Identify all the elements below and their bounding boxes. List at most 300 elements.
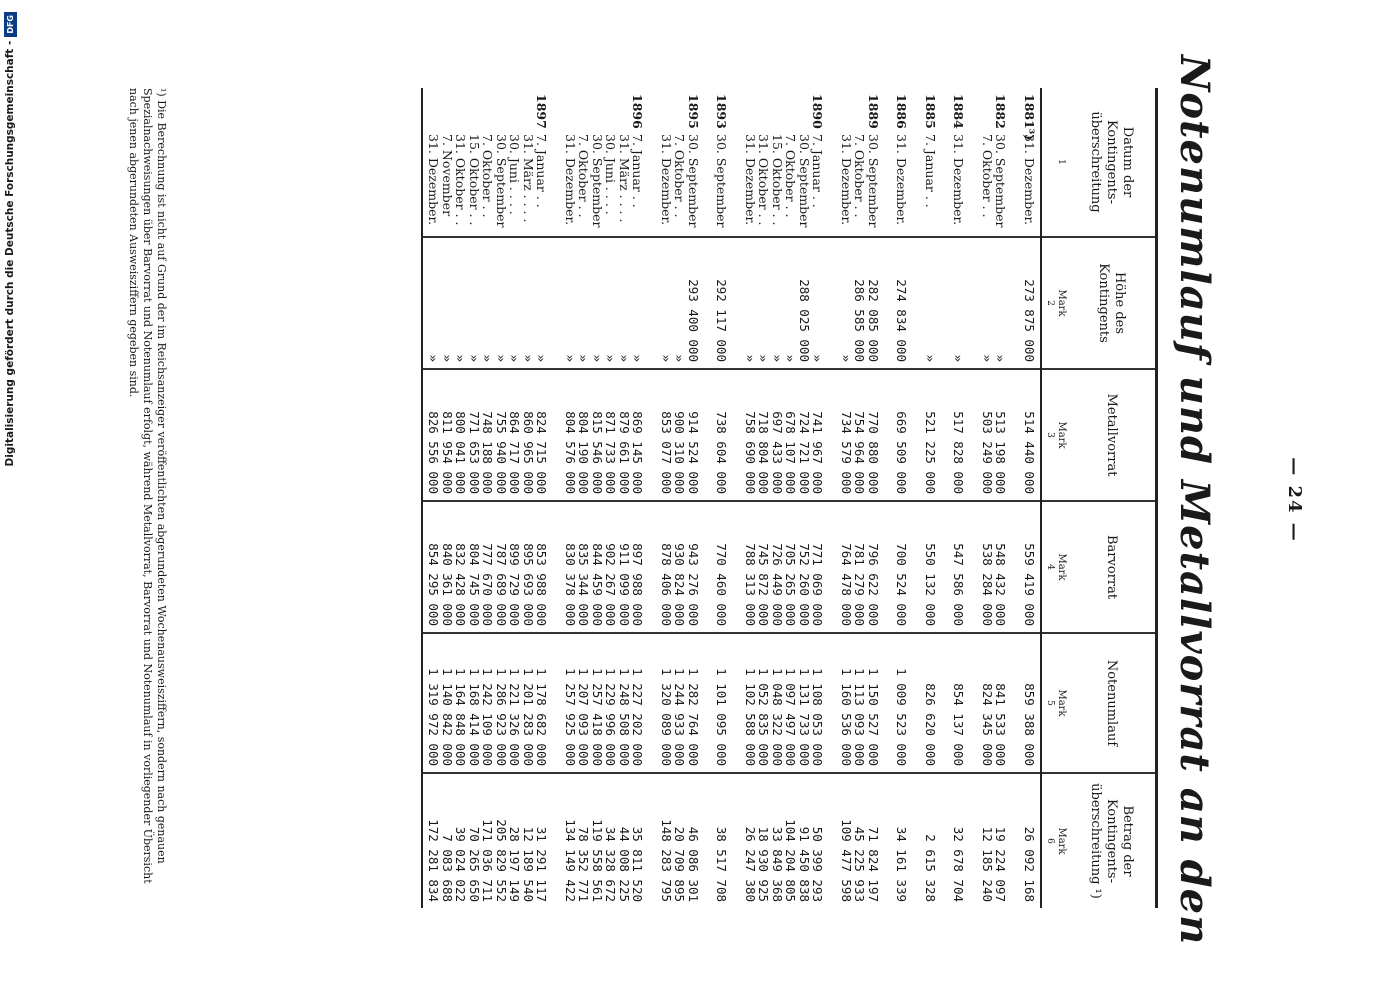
cell-excess: 71 824 197 [866, 826, 881, 902]
cell-metal: 826 556 000 [426, 411, 442, 494]
cell-excess: 12 189 540 [521, 826, 536, 902]
row-gap [825, 780, 840, 902]
cell-notes: 841 533 000 [993, 683, 1009, 766]
row-gap [1008, 94, 1023, 230]
cell-contingent: 274 834 000 [894, 279, 910, 362]
cell-metal: 800 041 000 [453, 411, 469, 494]
row-gap [966, 376, 981, 494]
cell-bar: 538 284 000 [980, 543, 995, 626]
header-excess: Betrag der Kontingents-überschreitung ¹) [1088, 783, 1135, 899]
row-date: 31. Dezember. [743, 134, 758, 226]
table-row-date [1023, 94, 1037, 230]
row-gap [880, 94, 895, 230]
table-row-date [441, 94, 455, 230]
cell-excess: 38 517 708 [714, 826, 730, 902]
cell-metal: 738 604 000 [714, 411, 730, 494]
table-row-date [994, 94, 1008, 230]
cell-notes: 1 320 089 000 [659, 668, 674, 766]
table-row-date [427, 94, 441, 230]
dfg-logo: DFG [4, 12, 17, 37]
cell-excess: 34 328 672 [603, 826, 619, 902]
column-numbers [1042, 88, 1069, 908]
cell-bar: 911 099 000 [617, 543, 632, 626]
cell-notes: 1 160 536 000 [839, 668, 854, 766]
row-year: 1890 [810, 94, 826, 129]
cell-excess: 26 247 380 [743, 826, 758, 902]
cell-metal: 758 690 000 [743, 411, 758, 494]
colnum-1: 1 [1056, 159, 1066, 165]
cell-excess: 44 008 225 [617, 826, 632, 902]
cell-bar: 796 622 000 [866, 543, 881, 626]
row-gap [825, 376, 840, 494]
row-year: 1882 [993, 94, 1009, 129]
row-gap [937, 94, 952, 230]
table-row-date [591, 94, 605, 230]
cell-metal: 697 433 000 [770, 411, 785, 494]
row-date: 7. Oktober . . [576, 134, 592, 218]
cell-metal: 517 828 000 [951, 411, 967, 494]
cell-notes: 1 242 109 000 [480, 668, 496, 766]
table-row-date [495, 94, 509, 230]
cell-bar: 764 478 000 [839, 543, 854, 626]
table-row-date [660, 94, 674, 230]
cell-notes: 1 164 848 000 [453, 668, 469, 766]
cell-excess: 134 149 422 [563, 819, 578, 902]
cell-metal: 669 509 000 [894, 411, 910, 494]
cell-excess: 70 265 650 [467, 826, 482, 902]
cell-contingent: » [480, 354, 496, 362]
row-gap [909, 508, 924, 626]
row-gap [729, 376, 744, 494]
row-date: 31. Dezember. [951, 134, 967, 226]
cell-contingent: 282 085 000 [866, 279, 881, 362]
row-date: 7. Oktober . . [480, 134, 496, 218]
row-gap [909, 244, 924, 362]
unit-c2: Mark [1056, 289, 1067, 317]
table-row-date [853, 94, 867, 230]
row-year: 1893 [714, 94, 730, 129]
table-row-date [867, 94, 881, 230]
cell-metal: 503 249 000 [980, 411, 995, 494]
cell-metal: 824 715 000 [534, 411, 550, 494]
cell-metal: 871 733 000 [603, 411, 619, 494]
row-date: 30. Juni . . . . [603, 134, 619, 215]
cell-contingent: » [980, 354, 995, 362]
table-row-date [771, 94, 785, 230]
cell-bar: 770 460 000 [714, 543, 730, 626]
cell-notes: 1 319 972 000 [426, 668, 442, 766]
row-gap [966, 244, 981, 362]
cell-bar: 854 295 000 [426, 543, 442, 626]
cell-notes: 859 388 000 [1022, 683, 1037, 766]
cell-excess: 119 558 561 [590, 819, 605, 902]
cell-contingent: » [743, 354, 758, 362]
row-gap [909, 640, 924, 766]
table-row-date [784, 94, 798, 230]
row-date: 30. Juni . . . . [507, 134, 523, 215]
cell-notes: 1 227 202 000 [630, 668, 646, 766]
table-row-date [798, 94, 812, 230]
data-table [421, 88, 1158, 908]
cell-notes: 1 009 523 000 [894, 668, 910, 766]
cell-metal: 741 967 000 [810, 411, 826, 494]
cell-contingent: » [521, 354, 536, 362]
row-date: 7. Oktober . . [672, 134, 688, 218]
table-body [423, 88, 1040, 908]
cell-notes: 1 140 842 000 [440, 668, 455, 766]
row-gap [825, 508, 840, 626]
row-gap [880, 780, 895, 902]
row-gap [1008, 508, 1023, 626]
cell-notes: 1 286 923 000 [494, 668, 509, 766]
cell-bar: 781 279 000 [852, 543, 868, 626]
table-row-date [535, 94, 549, 230]
cell-notes: 1 229 996 000 [603, 668, 619, 766]
row-gap [1008, 244, 1023, 362]
cell-excess: 28 197 149 [507, 826, 523, 902]
cell-excess: 78 352 771 [576, 826, 592, 902]
row-year: 1896 [630, 94, 646, 129]
row-date: 31. Oktober . . [756, 134, 772, 226]
cell-notes: 1 052 835 000 [756, 668, 772, 766]
cell-bar: 559 419 000 [1022, 543, 1037, 626]
cell-bar: 830 378 000 [563, 543, 578, 626]
row-gap [966, 508, 981, 626]
table-row-date [481, 94, 495, 230]
cell-metal: 718 804 000 [756, 411, 772, 494]
cell-bar: 745 872 000 [756, 543, 772, 626]
table-row-date [673, 94, 687, 230]
page-title: Notenumlauf und Metallvorrat an den [1171, 54, 1218, 946]
cell-notes: 854 137 000 [951, 683, 967, 766]
cell-bar: 902 267 000 [603, 543, 619, 626]
row-date: 30. September [590, 134, 605, 228]
table-row-date [687, 94, 701, 230]
row-year: 1895 [686, 94, 701, 129]
cell-contingent: 286 585 000 [852, 279, 868, 362]
cell-notes: 1 248 508 000 [617, 668, 632, 766]
row-gap [645, 376, 660, 494]
table-row-date [508, 94, 522, 230]
cell-contingent: » [756, 354, 772, 362]
cell-excess: 205 829 552 [494, 819, 509, 902]
row-date: 30. September [797, 134, 812, 228]
cell-metal: 804 576 000 [563, 411, 578, 494]
row-date: 7. Januar . . [630, 134, 646, 208]
row-date: 7. Oktober . . [783, 134, 799, 218]
table-row-date [522, 94, 536, 230]
row-date: 31. Dezember. [659, 134, 674, 226]
cell-excess: 104 204 805 [783, 819, 799, 902]
cell-contingent: » [993, 354, 1009, 362]
cell-contingent: » [576, 354, 592, 362]
cell-metal: 900 310 000 [672, 411, 688, 494]
header-metal: Metallvorrat [1069, 370, 1155, 502]
cell-contingent: » [783, 354, 799, 362]
table-row-date [631, 94, 645, 230]
cell-bar: 840 361 000 [440, 543, 455, 626]
table-row-date [564, 94, 578, 230]
unit-c5: Mark [1056, 689, 1067, 717]
cell-notes: 1 113 093 000 [852, 668, 868, 766]
row-gap [729, 508, 744, 626]
row-gap [645, 508, 660, 626]
row-date: 7. November [440, 134, 455, 217]
cell-notes: 1 257 925 000 [563, 668, 578, 766]
footnote: ¹) Die Berechnung ist nicht auf Grund der im Reichsanzeiger veröffentlichten abgerundeten Wochenausweisziffern, sondern nach genauen Spezialnachweisungen über Barvorrat und Notenumlauf erfolgt, während Metallvorrat, Barvorrat und Notenumlauf in vorliegender Übersicht nach jenen abgerundeten Ausweisziffern gegeben sind. [127, 88, 168, 884]
row-gap [825, 94, 840, 230]
row-year: 1884 [951, 94, 967, 129]
cell-contingent: » [467, 354, 482, 362]
cell-metal: 734 579 000 [839, 411, 854, 494]
cell-excess: 148 283 795 [659, 819, 674, 902]
cell-metal: 514 440 000 [1022, 411, 1037, 494]
column-bar [423, 502, 1040, 634]
cell-notes: 1 101 095 000 [714, 668, 730, 766]
row-gap [549, 508, 564, 626]
column-excess [423, 774, 1040, 908]
cell-contingent: 292 117 000 [714, 279, 730, 362]
row-gap [966, 94, 981, 230]
row-year: 1885 [923, 94, 938, 129]
cell-excess: 20 709 895 [672, 826, 688, 902]
cell-excess: 50 399 293 [810, 826, 826, 902]
table-row-date [895, 94, 909, 230]
cell-contingent: » [770, 354, 785, 362]
cell-bar: 853 988 000 [534, 543, 550, 626]
colnum-5: 5 [1045, 700, 1055, 706]
row-gap [700, 780, 715, 902]
table-row-date [577, 94, 591, 230]
cell-bar: 832 428 000 [453, 543, 469, 626]
cell-bar: 878 406 000 [659, 543, 674, 626]
cell-metal: 804 190 000 [576, 411, 592, 494]
table-row-date [618, 94, 632, 230]
row-gap [700, 508, 715, 626]
row-gap [937, 376, 952, 494]
row-gap [549, 244, 564, 362]
row-date: 7. Oktober . . [852, 134, 868, 218]
cell-metal: 748 188 000 [480, 411, 496, 494]
cell-metal: 521 225 000 [923, 411, 938, 494]
row-gap [909, 780, 924, 902]
cell-contingent: » [426, 354, 442, 362]
cell-contingent: » [590, 354, 605, 362]
table-row-date [981, 94, 995, 230]
header-date: Datum der Kontingents-überschreitung [1069, 88, 1155, 238]
row-gap [909, 376, 924, 494]
row-gap [966, 640, 981, 766]
cell-bar: 700 524 000 [894, 543, 910, 626]
row-date: 31. Dezember. [563, 134, 578, 226]
row-gap [937, 508, 952, 626]
digitization-credit [0, 0, 20, 1000]
cell-notes: 1 102 588 000 [743, 668, 758, 766]
row-gap [880, 640, 895, 766]
cell-notes: 1 201 283 000 [521, 668, 536, 766]
row-gap [729, 640, 744, 766]
cell-excess: 12 185 240 [980, 826, 995, 902]
cell-notes: 1 168 414 000 [467, 668, 482, 766]
cell-excess: 109 477 598 [839, 819, 854, 902]
row-gap [880, 376, 895, 494]
cell-metal: 860 965 000 [521, 411, 536, 494]
row-date: 7. Januar . . [923, 134, 938, 208]
cell-metal: 811 954 000 [440, 411, 455, 494]
row-date: 31. März . . . . [617, 134, 632, 223]
page-number: — 24 — [1284, 457, 1305, 543]
table-row-date [715, 94, 729, 230]
row-gap [549, 780, 564, 902]
cell-bar: 788 313 000 [743, 543, 758, 626]
cell-contingent: » [507, 354, 523, 362]
cell-notes: 1 108 053 000 [810, 668, 826, 766]
cell-metal: 755 940 000 [494, 411, 509, 494]
colnum-4: 4 [1045, 564, 1055, 570]
row-date: 15. Oktober . . [467, 134, 482, 226]
cell-excess: 26 092 168 [1022, 826, 1037, 902]
table-header [1069, 88, 1155, 908]
row-date: 30. September [714, 134, 730, 228]
cell-metal: 815 546 000 [590, 411, 605, 494]
cell-notes: 1 244 933 000 [672, 668, 688, 766]
cell-notes: 824 345 000 [980, 683, 995, 766]
cell-bar: 548 432 000 [993, 543, 1009, 626]
row-date: 30. September [686, 134, 701, 228]
cell-contingent: » [563, 354, 578, 362]
cell-notes: 1 221 326 000 [507, 668, 523, 766]
cell-notes: 826 620 000 [923, 683, 938, 766]
table-row-date [744, 94, 758, 230]
table-row-date [468, 94, 482, 230]
cell-excess: 19 224 097 [993, 826, 1009, 902]
header-notes: Notenumlauf [1069, 634, 1155, 774]
cell-bar: 777 670 000 [480, 543, 496, 626]
row-gap [729, 780, 744, 902]
row-date: 30. September [993, 134, 1009, 228]
cell-metal: 724 721 000 [797, 411, 812, 494]
cell-metal: 879 661 000 [617, 411, 632, 494]
column-date [423, 88, 1040, 238]
cell-contingent: » [839, 354, 854, 362]
row-gap [645, 640, 660, 766]
table-row-date [840, 94, 854, 230]
cell-excess: 18 930 925 [756, 826, 772, 902]
row-date: 31. Dezember. [1022, 134, 1037, 226]
cell-contingent: » [453, 354, 469, 362]
cell-notes: 1 131 733 000 [797, 668, 812, 766]
cell-bar: 804 745 000 [467, 543, 482, 626]
cell-bar: 705 265 000 [783, 543, 799, 626]
row-date: 30. September [866, 134, 881, 228]
row-gap [549, 376, 564, 494]
row-gap [700, 376, 715, 494]
row-date: 7. Oktober . . [980, 134, 995, 218]
cell-metal: 513 198 000 [993, 411, 1009, 494]
colnum-6: 6 [1045, 838, 1055, 844]
table-row-date [811, 94, 825, 230]
cell-contingent: 273 875 000 [1022, 279, 1037, 362]
table-row-date [454, 94, 468, 230]
row-year: 1881³) [1022, 94, 1037, 141]
column-metal [423, 370, 1040, 502]
row-gap [729, 244, 744, 362]
cell-excess: 172 281 834 [426, 819, 442, 902]
row-year: 1897 [534, 94, 550, 129]
row-gap [909, 94, 924, 230]
cell-bar: 547 586 000 [951, 543, 967, 626]
row-gap [937, 244, 952, 362]
row-gap [1008, 640, 1023, 766]
row-date: 31. Dezember. [894, 134, 910, 226]
cell-excess: 91 450 838 [797, 826, 812, 902]
row-date: 7. Januar . . [534, 134, 550, 208]
cell-excess: 45 225 933 [852, 826, 868, 902]
cell-metal: 864 717 000 [507, 411, 523, 494]
row-date: 31. Oktober . . [453, 134, 469, 226]
cell-excess: 39 024 022 [453, 826, 469, 902]
cell-contingent: » [494, 354, 509, 362]
table-row-date [924, 94, 938, 230]
unit-c3: Mark [1056, 421, 1067, 449]
cell-bar: 550 132 000 [923, 543, 938, 626]
row-gap [729, 94, 744, 230]
row-gap [700, 244, 715, 362]
row-gap [549, 640, 564, 766]
column-contingent [423, 238, 1040, 370]
colnum-3: 3 [1045, 432, 1055, 438]
cell-metal: 869 145 000 [630, 411, 646, 494]
row-gap [966, 780, 981, 902]
row-date: 30. September [494, 134, 509, 228]
cell-metal: 678 107 000 [783, 411, 799, 494]
cell-contingent: » [440, 354, 455, 362]
cell-excess: 31 291 117 [534, 826, 550, 902]
cell-metal: 853 077 000 [659, 411, 674, 494]
header-bar: Barvorrat [1069, 502, 1155, 634]
cell-excess: 46 086 301 [686, 826, 701, 902]
row-gap [645, 244, 660, 362]
cell-notes: 1 150 527 000 [866, 668, 881, 766]
cell-bar: 895 693 000 [521, 543, 536, 626]
row-gap [825, 244, 840, 362]
cell-excess: 2 615 328 [923, 834, 938, 902]
cell-metal: 770 880 000 [866, 411, 881, 494]
row-gap [880, 508, 895, 626]
cell-bar: 835 344 000 [576, 543, 592, 626]
cell-contingent: » [951, 354, 967, 362]
cell-notes: 1 178 682 000 [534, 668, 550, 766]
cell-notes: 1 257 418 000 [590, 668, 605, 766]
row-gap [1008, 376, 1023, 494]
table-row-date [952, 94, 966, 230]
column-notes [423, 634, 1040, 774]
header-contingent: Höhe des Kontingents [1069, 238, 1155, 370]
cell-excess: 33 849 368 [770, 826, 785, 902]
row-date: 31. Dezember. [839, 134, 854, 226]
cell-contingent: » [630, 354, 646, 362]
credit-text: Digitalisierung gefördert durch die Deutsche Forschungsgemeinschaft - [4, 40, 16, 467]
row-year: 1886 [894, 94, 910, 129]
row-year: 1889 [866, 94, 881, 129]
cell-contingent: » [603, 354, 619, 362]
unit-c4: Mark [1056, 553, 1067, 581]
row-gap [825, 640, 840, 766]
cell-notes: 1 207 093 000 [576, 668, 592, 766]
cell-contingent: » [659, 354, 674, 362]
cell-contingent: » [672, 354, 688, 362]
row-date: 31. März . . . . [521, 134, 536, 223]
